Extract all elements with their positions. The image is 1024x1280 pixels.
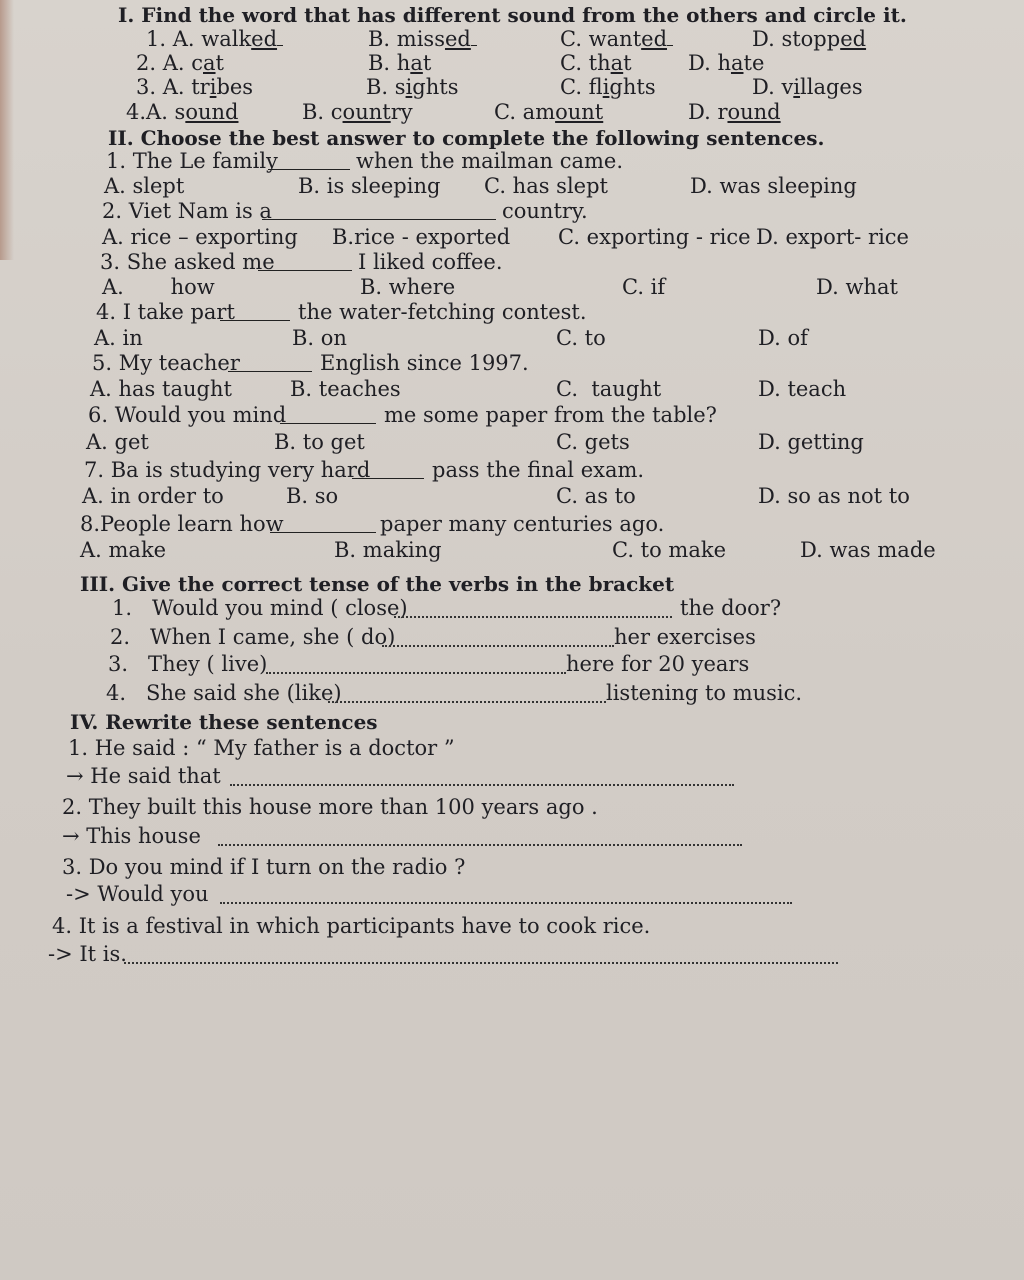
- rewrite-sentence: 2. They built this house more than 100 years ago .: [62, 795, 598, 819]
- worksheet-page: I. Find the word that has different sound from the others and circle it. 1. A. walked B. missed C. wanted D. stopped 2. A. cat B. hat C. that D. hate 3. A. tribes B. sights C. flights D. villages 4.A. sound B. country C. amount D. round II. Choose the best answer to complete the following sentences. 1. The Le family when the mailman came. A. slept B. is sleeping C. has slept D. was sleeping 2. Viet Nam is a country. A. rice – exporting B.rice - exported C. exporting - rice D. export- rice 3. She asked me I liked coffee. A. how B. where C. if D. what 4. I take part the water-fetching contest. A. in B. on C. to D. of 5. My teacher English since 1997. A. has taught B. teaches C. taught D. teach 6. Would you mind me some paper from the table? A. get B. to get C. gets D. getting 7. Ba is studying very hard pass the final exam. A. in order to B. so C. as to D. so as not to 8.People learn how paper many centuries ago. A. make B. making C. to make D. was made III. Give the correct tense of the verbs in the bracket 1. Would you mind ( close) the door? 2. When I came, she ( do) her exercises 3. They ( live) here for 20 years 4. She said she (like) listening to music. IV. Rewrite these sentences 1. He said : “ My father is a doctor ” → He said that 2. They built this house more than 100 years ago . → This house 3. Do you mind if I turn on the radio ? -> Would you 4. It is a festival in which participants have to cook rice. -> It is.: [48, 3, 936, 966]
- rewrite-sentence: 1. He said : “ My father is a doctor ”: [68, 736, 455, 760]
- section4-heading: IV. Rewrite these sentences: [70, 710, 378, 734]
- rewrite-sentence: 4. It is a festival in which participants have to cook rice.: [52, 914, 651, 938]
- section1-heading: I. Find the word that has different sound from the others and circle it.: [118, 3, 907, 27]
- rewrite-sentence: 3. Do you mind if I turn on the radio ?: [62, 855, 466, 879]
- section2-heading: II. Choose the best answer to complete the following sentences.: [108, 126, 825, 150]
- section3-heading: III. Give the correct tense of the verbs in the bracket: [80, 572, 675, 596]
